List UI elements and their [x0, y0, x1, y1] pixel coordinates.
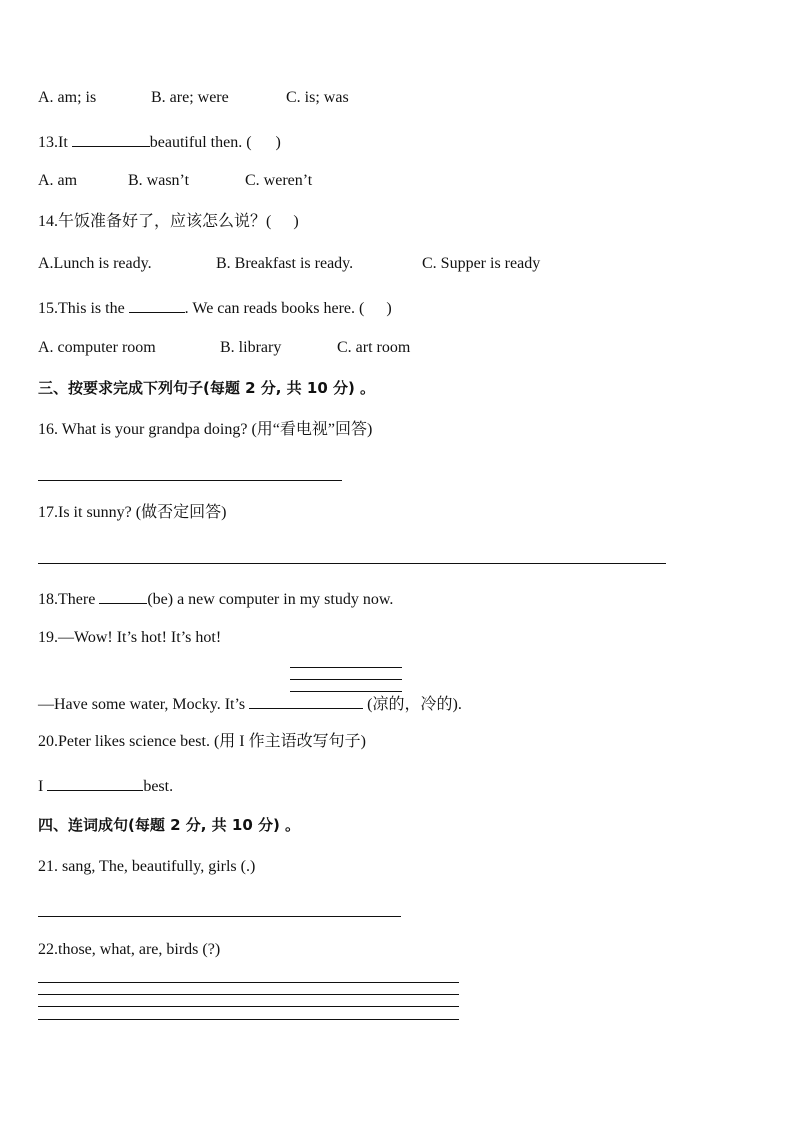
q20-suffix: best.: [143, 778, 174, 795]
q19-line-1: 19.—Wow! It’s hot! It’s hot!: [38, 629, 222, 646]
q13-option-b[interactable]: B. wasn’t: [128, 172, 190, 189]
q15-suffix: . We can reads books here. (: [184, 300, 365, 317]
q15-option-b[interactable]: B. library: [220, 339, 282, 356]
q14-close-paren: ): [293, 213, 299, 230]
q12-option-b[interactable]: B. are; were: [151, 89, 229, 106]
q13-suffix: beautiful then. (: [149, 134, 252, 151]
q14-option-b[interactable]: B. Breakfast is ready.: [216, 255, 354, 272]
q18-suffix: (be) a new computer in my study now.: [147, 591, 394, 608]
q13-question: [38, 130, 281, 153]
q20-prefix: I: [38, 778, 44, 795]
q13-option-c[interactable]: C. weren’t: [245, 172, 313, 189]
q15-options: [38, 338, 410, 358]
q19-blank-line-1[interactable]: [290, 667, 402, 668]
q19-suffix: (凉的，冷的).: [367, 696, 462, 713]
q14-option-c[interactable]: C. Supper is ready: [422, 255, 541, 272]
q21-answer-line[interactable]: [38, 916, 401, 917]
q22-answer-line-4[interactable]: [38, 1019, 459, 1020]
q15-blank[interactable]: [129, 296, 185, 313]
q22-answer-line-2[interactable]: [38, 994, 459, 995]
q20-question: 20.Peter likes science best. (用 I 作主语改写句子): [38, 733, 366, 750]
q15-option-c[interactable]: C. art room: [337, 339, 411, 356]
q12-option-a[interactable]: A. am; is: [38, 89, 97, 106]
q13-prefix: 13.It: [38, 134, 68, 151]
q21-question: 21. sang, The, beautifully, girls (.): [38, 858, 256, 875]
q14-question: [38, 212, 299, 232]
q15-prefix: 15.This is the: [38, 300, 125, 317]
q16-answer-line[interactable]: [38, 480, 342, 481]
q18-question: [38, 587, 393, 610]
q19-line-2: [38, 692, 462, 715]
q22-answer-line-3[interactable]: [38, 1006, 459, 1007]
q12-options: [38, 88, 349, 108]
q19-blank-line-2[interactable]: [290, 679, 402, 680]
q22-answer-line-1[interactable]: [38, 982, 459, 983]
q18-prefix: 18.There: [38, 591, 96, 608]
q16-question: 16. What is your grandpa doing? (用“看电视”回答): [38, 421, 373, 438]
q13-close-paren: ): [275, 134, 281, 151]
q20-blank[interactable]: [47, 774, 143, 791]
q13-options: [38, 171, 312, 191]
q15-close-paren: ): [386, 300, 392, 317]
q20-answer: [38, 774, 173, 797]
q14-options: [38, 254, 540, 274]
q12-option-c[interactable]: C. is; was: [286, 89, 349, 106]
q14-option-a[interactable]: A.Lunch is ready.: [38, 255, 152, 272]
q17-answer-line[interactable]: [38, 563, 666, 564]
q13-blank[interactable]: [72, 130, 150, 147]
section-3-heading: 三、按要求完成下列句子(每题 2 分, 共 10 分) 。: [38, 379, 376, 397]
q18-blank[interactable]: [99, 587, 147, 604]
q19-blank[interactable]: [249, 692, 363, 709]
q15-option-a[interactable]: A. computer room: [38, 339, 156, 356]
q17-question: 17.Is it sunny? (做否定回答): [38, 504, 227, 521]
q22-question: 22.those, what, are, birds (?): [38, 941, 221, 958]
section-4-heading: 四、连词成句(每题 2 分, 共 10 分) 。: [38, 816, 301, 834]
q13-option-a[interactable]: A. am: [38, 172, 78, 189]
q15-question: [38, 296, 392, 319]
q19-prefix: —Have some water, Mocky. It’s: [38, 696, 246, 713]
q14-text: 14.午饭准备好了，应该怎么说？(: [38, 213, 272, 230]
